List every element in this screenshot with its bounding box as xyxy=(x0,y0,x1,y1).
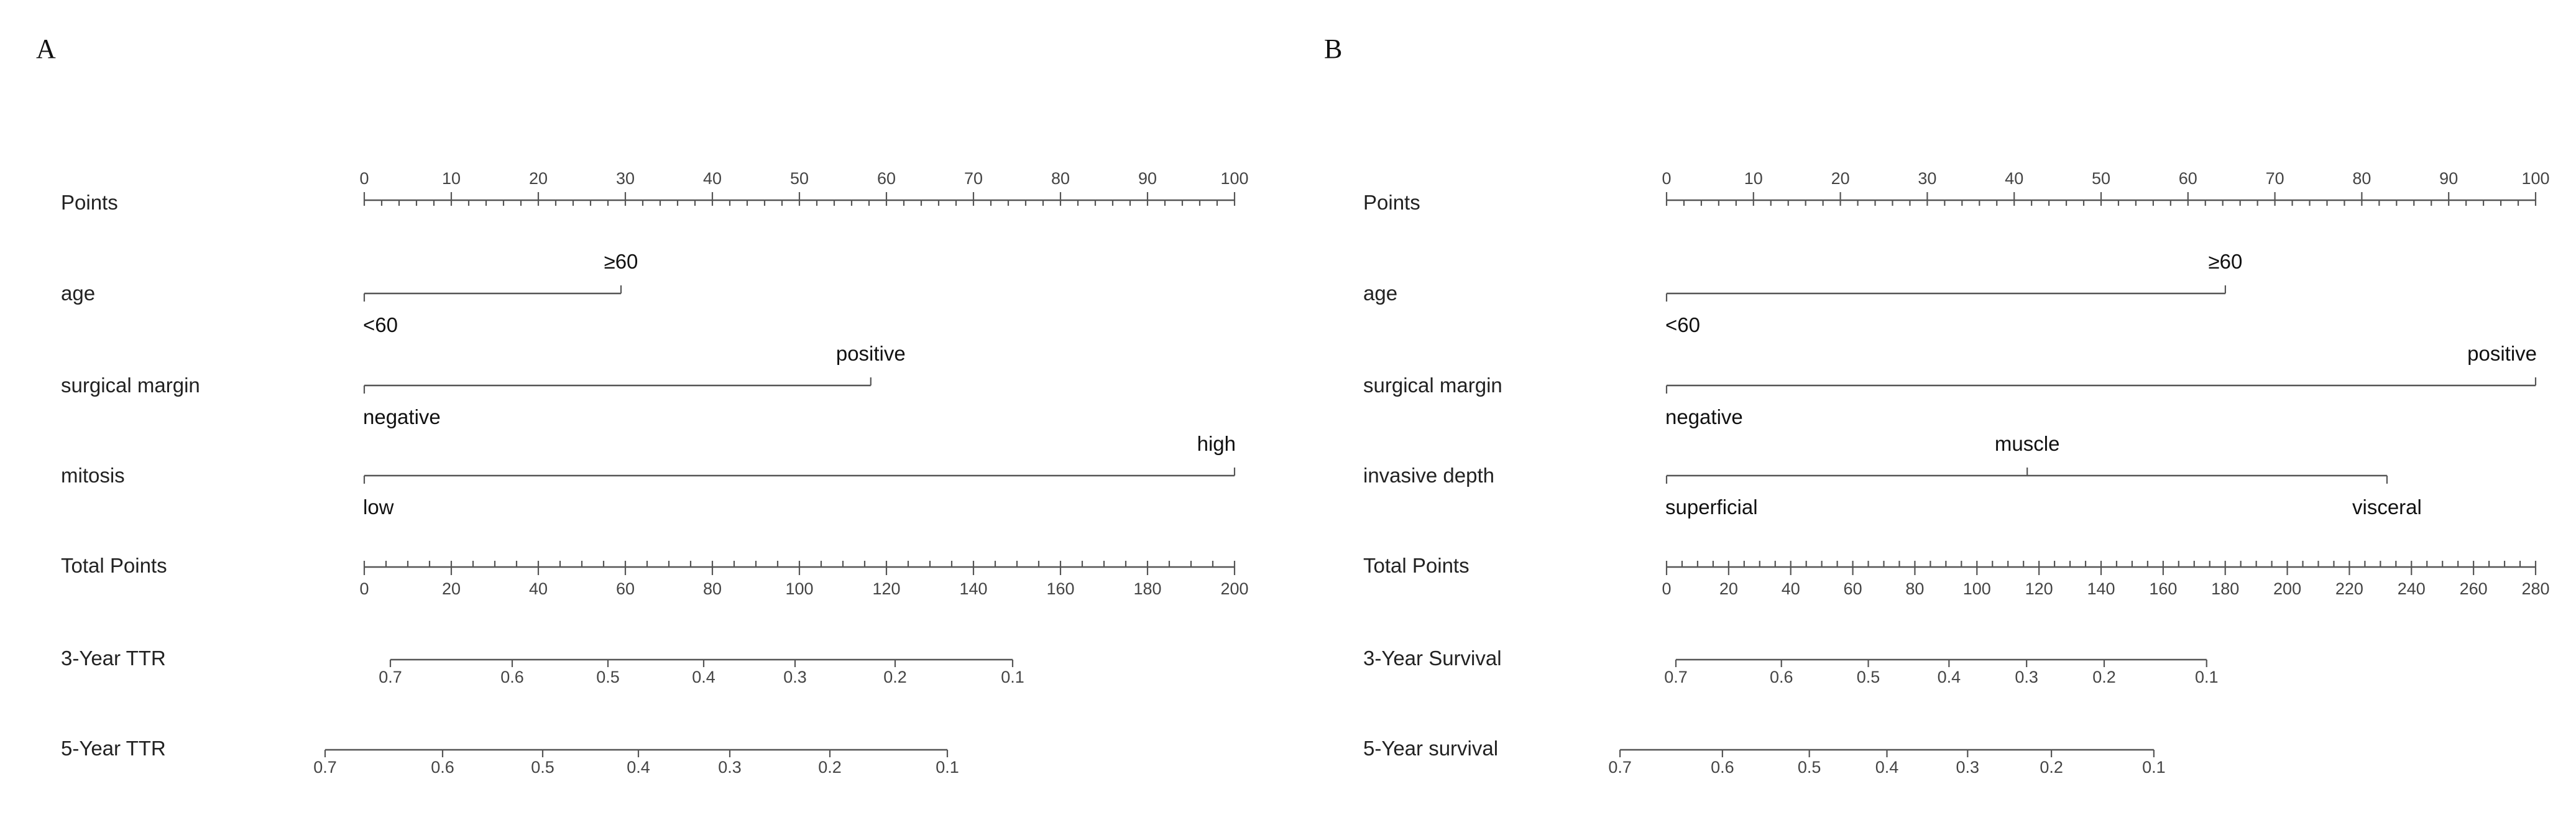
panel-b-invasive-depth-label: invasive depth xyxy=(1363,464,1494,487)
panel-a-3-year-ttr-tick-label: 0.2 xyxy=(883,668,907,686)
panel-a-points-tick-label: 10 xyxy=(441,169,461,188)
panel-b-points-tick-label: 80 xyxy=(2352,169,2371,188)
panel-b-points-label: Points xyxy=(1363,191,1420,214)
panel-a-3-year-ttr-tick-label: 0.6 xyxy=(500,668,524,686)
panel-b-5-year-survival-tick-label: 0.4 xyxy=(1875,758,1899,777)
panel-b-3-year-survival-tick-label: 0.7 xyxy=(1664,668,1688,686)
panel-b-total-tick-label: 0 xyxy=(1662,579,1672,598)
panel-b-5-year-survival-label: 5-Year survival xyxy=(1363,737,1499,760)
panel-a-total-tick-label: 0 xyxy=(359,579,369,598)
panel-a-points-tick-label: 70 xyxy=(964,169,983,188)
panel-b-total-tick-label: 80 xyxy=(1905,579,1925,598)
panel-b-3-year-survival-tick-label: 0.4 xyxy=(1937,668,1961,686)
panel-b-invasive-depth-level-label: muscle xyxy=(1994,432,2060,455)
panel-a-points-tick-label: 0 xyxy=(359,169,369,188)
panel-b-total-tick-label: 240 xyxy=(2397,579,2426,598)
panel-a-5-year-ttr-tick-label: 0.3 xyxy=(718,758,742,777)
panel-b-surgical-margin-label: surgical margin xyxy=(1363,374,1502,397)
panel-b-3-year-survival-label: 3-Year Survival xyxy=(1363,647,1502,670)
panel-a-mitosis-level-label: high xyxy=(1197,432,1236,455)
panel-b-points-tick-label: 40 xyxy=(2005,169,2024,188)
panel-a-surgical-margin-level-label: negative xyxy=(363,405,441,428)
panel-b-3-year-survival-tick-label: 0.6 xyxy=(1769,668,1793,686)
panel-a-points-tick-label: 20 xyxy=(528,169,548,188)
panel-a-total-tick-label: 160 xyxy=(1046,579,1075,598)
panel-b-3-year-survival-tick-label: 0.1 xyxy=(2194,668,2219,686)
panel-b-points-tick-label: 90 xyxy=(2439,169,2459,188)
panel-b-5-year-survival-tick-label: 0.2 xyxy=(2040,758,2063,777)
panel-a-3-year-ttr-tick-label: 0.3 xyxy=(783,668,807,686)
panel-a-points-tick-label: 30 xyxy=(615,169,635,188)
panel-a-surgical-margin-level-label: positive xyxy=(835,342,906,365)
panel-b-total-tick-label: 160 xyxy=(2149,579,2178,598)
panel-a-3-year-ttr-tick-label: 0.1 xyxy=(1001,668,1024,686)
panel-a-points-tick-label: 80 xyxy=(1051,169,1070,188)
panel-a-points-label: Points xyxy=(61,191,118,214)
panel-b-5-year-survival-tick-label: 0.1 xyxy=(2142,758,2166,777)
panel-a-total-tick-label: 60 xyxy=(615,579,635,598)
panel-b-invasive-depth-level-label: visceral xyxy=(2352,496,2422,519)
panel-b-3-year-survival-tick-label: 0.5 xyxy=(1856,668,1880,686)
panel-b-5-year-survival-tick-label: 0.5 xyxy=(1797,758,1821,777)
panel-b-points-tick-label: 60 xyxy=(2178,169,2197,188)
panel-a-age-level-label: <60 xyxy=(363,313,398,336)
panel-b-points-tick-label: 100 xyxy=(2521,169,2550,188)
panel-a-5-year-ttr-tick-label: 0.2 xyxy=(818,758,842,777)
panel-b-total-tick-label: 180 xyxy=(2211,579,2240,598)
panel-b-total-tick-label: 40 xyxy=(1781,579,1800,598)
panel-b-total-tick-label: 120 xyxy=(2025,579,2053,598)
panel-b-5-year-survival-tick-label: 0.6 xyxy=(1711,758,1734,777)
panel-b-total-points-label: Total Points xyxy=(1363,554,1470,577)
panel-b-points-tick-label: 50 xyxy=(2091,169,2111,188)
panel-b-age-level-label: ≥60 xyxy=(2208,250,2243,273)
panel-a-total-tick-label: 120 xyxy=(872,579,901,598)
panel-b-points-tick-label: 0 xyxy=(1662,169,1672,188)
panel-a-total-tick-label: 20 xyxy=(441,579,461,598)
panel-b-total-tick-label: 280 xyxy=(2521,579,2550,598)
panel-a-total-tick-label: 80 xyxy=(702,579,722,598)
panel-a-total-tick-label: 180 xyxy=(1133,579,1162,598)
panel-a-3-year-ttr-tick-label: 0.7 xyxy=(379,668,402,686)
panel-b-3-year-survival-tick-label: 0.3 xyxy=(2015,668,2038,686)
panel-a-5-year-ttr-tick-label: 0.5 xyxy=(531,758,554,777)
panel-b-total-tick-label: 200 xyxy=(2273,579,2302,598)
panel-b-letter: B xyxy=(1324,34,1343,64)
panel-a-total-points-label: Total Points xyxy=(61,554,167,577)
panel-a-3-year-ttr-tick-label: 0.4 xyxy=(692,668,715,686)
panel-a-3-year-ttr-label: 3-Year TTR xyxy=(61,647,166,670)
panel-a-points-tick-label: 100 xyxy=(1220,169,1249,188)
panel-a-mitosis-level-label: low xyxy=(363,496,394,519)
panel-a-5-year-ttr-tick-label: 0.4 xyxy=(627,758,650,777)
panel-a-points-tick-label: 50 xyxy=(789,169,809,188)
panel-a-letter: A xyxy=(36,34,56,64)
panel-b-points-tick-label: 10 xyxy=(1744,169,1763,188)
panel-a-surgical-margin-label: surgical margin xyxy=(61,374,200,397)
panel-a-mitosis-label: mitosis xyxy=(61,464,125,487)
panel-a-total-tick-label: 100 xyxy=(785,579,814,598)
panel-a-5-year-ttr-tick-label: 0.1 xyxy=(936,758,959,777)
panel-a-5-year-ttr-tick-label: 0.7 xyxy=(313,758,337,777)
panel-a-total-tick-label: 140 xyxy=(959,579,988,598)
panel-b-age-label: age xyxy=(1363,282,1398,305)
panel-b-age-level-label: <60 xyxy=(1665,313,1700,336)
panel-a-points-tick-label: 90 xyxy=(1138,169,1157,188)
panel-a-total-tick-label: 200 xyxy=(1220,579,1249,598)
panel-a-age-label: age xyxy=(61,282,96,305)
panel-b-points-tick-label: 30 xyxy=(1918,169,1937,188)
panel-b-points-tick-label: 20 xyxy=(1831,169,1850,188)
panel-a-points-tick-label: 40 xyxy=(702,169,722,188)
panel-b-invasive-depth-level-label: superficial xyxy=(1665,496,1758,519)
panel-b-5-year-survival-tick-label: 0.3 xyxy=(1956,758,1980,777)
panel-a-3-year-ttr-tick-label: 0.5 xyxy=(596,668,620,686)
panel-a-points-tick-label: 60 xyxy=(876,169,896,188)
panel-b-points-tick-label: 70 xyxy=(2265,169,2284,188)
panel-a-5-year-ttr-tick-label: 0.6 xyxy=(431,758,454,777)
panel-b-total-tick-label: 220 xyxy=(2335,579,2363,598)
panel-b-total-tick-label: 140 xyxy=(2087,579,2115,598)
panel-a-total-tick-label: 40 xyxy=(528,579,548,598)
panel-a-age-level-label: ≥60 xyxy=(604,250,638,273)
panel-b-total-tick-label: 60 xyxy=(1843,579,1862,598)
panel-b-surgical-margin-level-label: positive xyxy=(2467,342,2537,365)
panel-b-total-tick-label: 20 xyxy=(1719,579,1738,598)
panel-b-3-year-survival-tick-label: 0.2 xyxy=(2092,668,2116,686)
panel-b-5-year-survival-tick-label: 0.7 xyxy=(1608,758,1632,777)
panel-b-total-tick-label: 260 xyxy=(2459,579,2488,598)
panel-a-5-year-ttr-label: 5-Year TTR xyxy=(61,737,166,760)
panel-b-total-tick-label: 100 xyxy=(1962,579,1991,598)
panel-b-surgical-margin-level-label: negative xyxy=(1665,405,1743,428)
